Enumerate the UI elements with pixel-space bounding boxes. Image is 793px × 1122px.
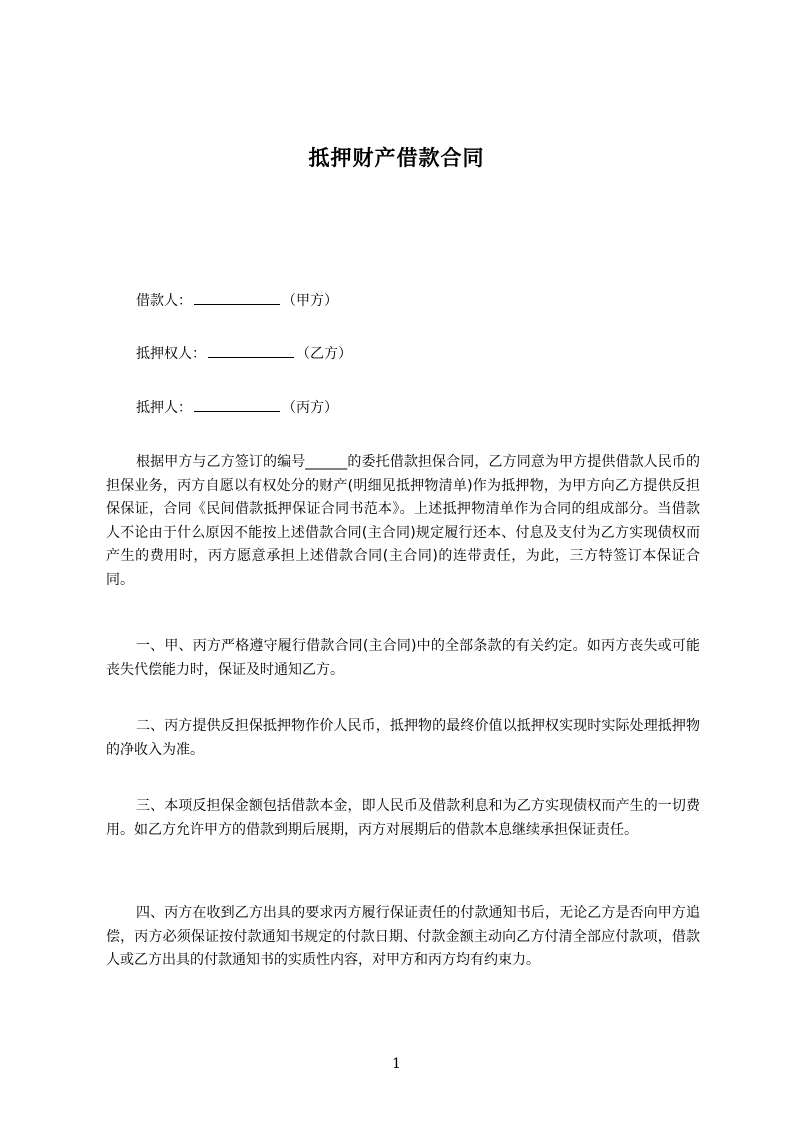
party-label: 借款人： xyxy=(136,293,192,309)
signature-blank xyxy=(194,292,280,305)
signature-blank xyxy=(194,399,280,412)
party-label: 抵押权人： xyxy=(136,346,206,362)
signature-blank xyxy=(208,345,294,358)
clause-4: 四、丙方在收到乙方出具的要求丙方履行保证责任的付款通知书后，无论乙方是否向甲方追偿，丙方必须保证按付款通知书规定的付款日期、付款金额主动向乙方付清全部应付款项，借款人或乙方出具的付款通知书的实质性内容，对甲方和丙方均有约束力。 xyxy=(106,905,700,968)
party-role: （甲方） xyxy=(282,293,338,309)
clause-2: 二、丙方提供反担保抵押物作价人民币，抵押物的最终价值以抵押权实现时实际处理抵押物的净收入为准。 xyxy=(106,718,700,758)
document-title: 抵押财产借款合同 xyxy=(308,146,485,170)
clause-1: 一、甲、丙方严格遵守履行借款合同(主合同)中的全部条款的有关约定。如丙方丧失或可能丧失代偿能力时，保证及时通知乙方。 xyxy=(106,638,700,678)
party-role: （乙方） xyxy=(296,346,352,362)
party-label: 抵押人： xyxy=(136,400,192,416)
party-role: （丙方） xyxy=(282,400,338,416)
preamble-paragraph: 根据甲方与乙方签订的编号______的委托借款担保合同，乙方同意为甲方提供借款人民币的担保业务，丙方自愿以有权处分的财产(明细见抵押物清单)作为抵押物，为甲方向乙方提供反担保保证，合同《民间借款抵押保证合同书范本》。上述抵押物清单作为合同的组成部分。当借款人不论由于什么原因不能按上述借款合同(主合同)规定履行还本、付息及支付为乙方实现债权而产生的费用时，丙方愿意承担上述借款合同(主合同)的连带责任，为此，三方特签订本保证合同。 xyxy=(106,454,700,588)
party-mortgagee xyxy=(136,344,352,364)
clause-3: 三、本项反担保金额包括借款本金，即人民币及借款利息和为乙方实现债权而产生的一切费用。如乙方允许甲方的借款到期后展期，丙方对展期后的借款本息继续承担保证责任。 xyxy=(106,798,700,838)
party-borrower xyxy=(136,291,338,311)
page-number: 1 xyxy=(392,1056,401,1072)
party-mortgagor xyxy=(136,398,338,418)
